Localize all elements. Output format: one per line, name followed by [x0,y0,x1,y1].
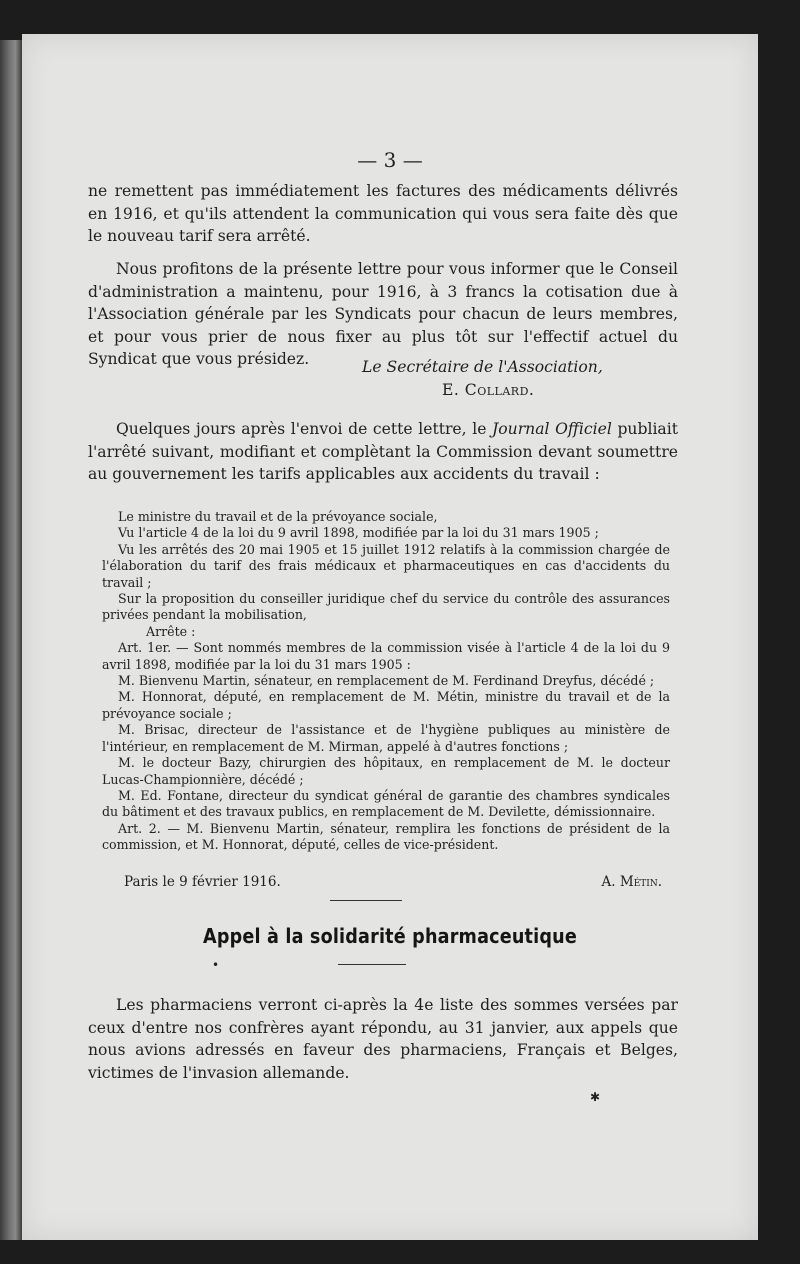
arrete-line: Arrête : [146,623,196,639]
arrete-line: Le ministre du travail et de la prévoyance sociale, [118,509,438,524]
binding-edge [0,40,22,1240]
section-heading: Appel à la solidarité pharmaceutique [203,924,577,948]
arrete-line: Vu l'article 4 de la loi du 9 avril 1898, modifiée par la loi du 31 mars 1905 ; [118,525,599,541]
arrete-line: M. le docteur Bazy, chirurgien des hôpitaux, en remplacement de M. le docteur Lucas-Championnière, décédé ; [102,755,670,787]
arrete-line: M. Bienvenu Martin, sénateur, en remplacement de M. Ferdinand Dreyfus, décédé ; [118,673,655,689]
arrete-date: Paris le 9 février 1916. [124,874,281,890]
journal-officiel-title: Journal Officiel [492,420,612,438]
section-divider [330,900,402,901]
paragraph-solidarite: Les pharmaciens verront ci-après la 4e liste des sommes versées par ceux d'entre nos confrères ayant répondu, au 31 janvier, aux appels que nous avions adressés en faveur des pharmaciens, Français et Belges, victimes de l'invasion allemande. [88,996,678,1082]
heading-underline [338,964,406,965]
page-number: — 3 — [357,148,423,172]
arrete-line: M. Brisac, directeur de l'assistance et de l'hygiène publiques au ministère de l'intérieur, en remplacement de M. Mirman, appelé à d'autres fonctions ; [102,722,670,754]
ink-speck: ✱ [590,1090,601,1104]
document-page [22,34,758,1240]
arrete-line: Sur la proposition du conseiller juridique chef du service du contrôle des assurances privées pendant la mobilisation, [102,591,670,623]
paragraph-cotisation: Nous profitons de la présente lettre pour vous informer que le Conseil d'administration a maintenu, pour 1916, à 3 francs la cotisation due à l'Association générale par les Syndicats pour chacun de leurs membres, et pour vous prier de nous fixer au plus tôt sur l'effectif actuel du Syndicat que vous présidez. [88,260,678,368]
signature-name: E. Collard. [442,381,535,399]
signature-title: Le Secrétaire de l'Association, [362,358,603,376]
arrete-text [102,509,670,854]
intro-text-before: Quelques jours après l'envoi de cette lettre, le [116,420,493,438]
arrete-signatory: A. Métin. [601,874,662,890]
arrete-line: M. Ed. Fontane, directeur du syndicat général de garantie des chambres syndicales du bâtiment et des travaux publics, en remplacement de M. Devilette, démissionnaire. [102,787,670,820]
arrete-line: Art. 1er. — Sont nommés membres de la commission visée à l'article 4 de la loi du 9 avril 1898, modifiée par la loi du 31 mars 1905 : [102,640,670,672]
arrete-date-line [102,874,670,890]
arrete-line: Art. 2. — M. Bienvenu Martin, sénateur, remplira les fonctions de président de la commission, et M. Honnorat, député, celles de vice-président. [102,820,670,853]
ink-speck: • [212,958,220,972]
arrete-line: Vu les arrêtés des 20 mai 1905 et 15 juillet 1912 relatifs à la commission chargée de l'élaboration du tarif des frais médicaux et pharmaceutiques en cas d'accidents du travail ; [102,541,670,590]
paragraph-factures: ne remettent pas immédiatement les factures des médicaments délivrés en 1916, et qu'ils attendent la communication qui vous sera faite dès que le nouveau tarif sera arrêté. [88,182,678,245]
paragraph-arrete-intro [88,418,678,486]
intro-text-after: publiait l'arrêté suivant, modifiant et complètant la Commission devant soumettre au gouvernement les tarifs applicables aux accidents du travail : [88,420,678,483]
arrete-line: M. Honnorat, député, en remplacement de M. Métin, ministre du travail et de la prévoyance sociale ; [102,689,670,721]
